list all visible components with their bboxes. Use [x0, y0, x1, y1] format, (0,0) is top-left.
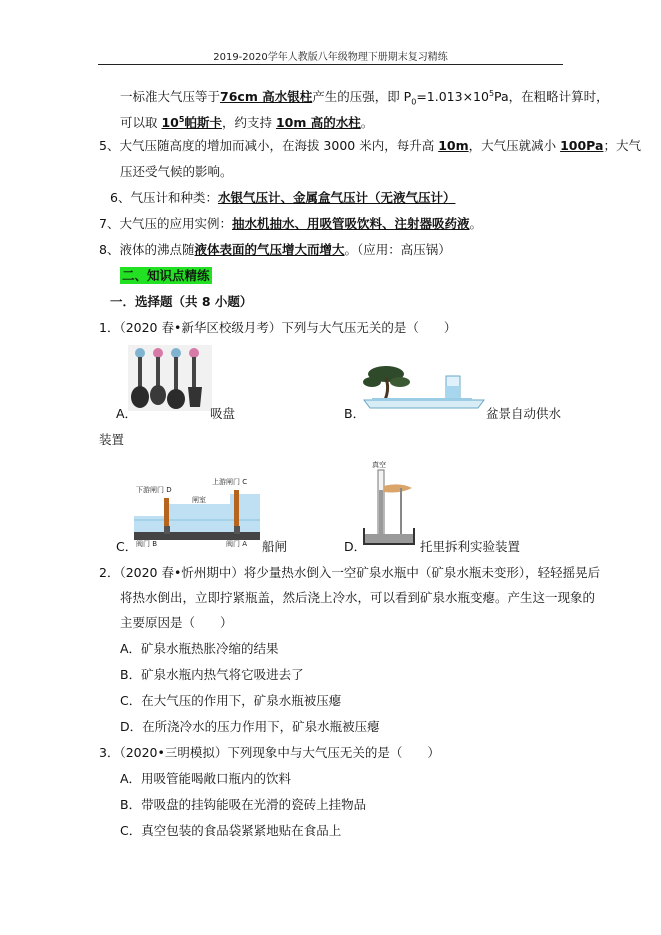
text: 。: [360, 115, 374, 131]
text: 。（应用：高压锅）: [344, 242, 451, 257]
fact-line-1: [120, 86, 609, 111]
page-header: 2019-2020学年人教版八年级物理下册期末复习精练: [98, 48, 563, 65]
ship-lock-figure: [134, 476, 260, 548]
answer-3: 10m 高的水柱: [275, 115, 361, 131]
section-label: 二、知识点精练: [122, 268, 210, 283]
text: ，约支持: [221, 115, 276, 131]
answer-7: 抽水机抽水、用吸管吸饮料、注射器吸药液: [231, 216, 470, 231]
q1-option-c-label: C．: [116, 539, 138, 554]
ladles-figure: [128, 345, 212, 411]
q1-option-d-label: D．: [344, 539, 367, 554]
fact-line-5: [110, 190, 455, 206]
fact-line-4: 压还受气候的影响。: [120, 164, 233, 179]
answer-6: 水银气压计、金属盒气压计（无液气压计）: [217, 190, 456, 205]
text: 产生的压强，即 P: [312, 89, 412, 105]
lock-label-d: 下游闸门 D: [136, 486, 172, 494]
q1-option-a-text: 吸盘: [210, 406, 236, 421]
lock-label-b: 阀门 B: [136, 540, 158, 548]
fact-line-3: [99, 138, 641, 154]
answer-5: 100Pa: [560, 138, 604, 153]
q1-option-a-label: A．: [116, 406, 138, 421]
bonsai-figure: [362, 360, 486, 414]
text: ，大气压就减小: [468, 138, 561, 153]
question-1-stem: 1．（2020 春•新华区校级月考）下列与大气压无关的是（ ）: [99, 320, 457, 335]
q3-option-c: C．真空包装的食品袋紧紧地贴在食品上: [120, 823, 342, 838]
section-title: [120, 268, 212, 284]
lock-label-c: 上游闸门 C: [212, 478, 248, 486]
torricelli-figure: [360, 458, 418, 548]
part-title: 一．选择题（共 8 小题）: [110, 294, 253, 309]
text: 5、大气压随高度的增加而减小，在海拔 3000 米内，每升高: [99, 138, 439, 153]
text: ；大气: [603, 138, 641, 153]
fact-line-6: [99, 216, 482, 232]
text: 帕斯卡: [184, 115, 222, 131]
text: Pa，在粗略计算时，: [494, 89, 609, 105]
question-3-stem: 3．（2020•三明模拟）下列现象中与大气压无关的是（ ）: [99, 745, 440, 760]
question-2-stem-line-2: 将热水倒出，立即拧紧瓶盖，然后浇上冷水，可以看到矿泉水瓶变瘪。产生这一现象的: [120, 590, 596, 605]
lock-label-room: 闸室: [192, 496, 206, 504]
question-2-stem-line-3: 主要原因是（ ）: [120, 615, 233, 630]
text: 。: [469, 216, 482, 231]
q2-option-b: B．矿泉水瓶内热气将它吸进去了: [120, 667, 304, 682]
q3-option-a: A．用吸管能喝敞口瓶内的饮料: [120, 771, 292, 786]
q2-option-a: A．矿泉水瓶热胀冷缩的结果: [120, 641, 279, 656]
q1-option-b-continued: 装置: [99, 432, 125, 447]
q1-option-c-text: 船闸: [262, 539, 288, 554]
lock-label-a: 阀门 A: [226, 540, 248, 548]
text: 6、气压计和种类：: [110, 190, 218, 205]
text: 7、大气压的应用实例：: [99, 216, 232, 231]
text: 一标准大气压等于: [120, 89, 221, 105]
superscript: 5: [488, 89, 495, 98]
text: =1.013×10: [416, 89, 489, 105]
q2-option-d: D．在所浇冷水的压力作用下，矿泉水瓶被压瘪: [120, 719, 380, 734]
q1-option-b-label: B．: [344, 406, 366, 421]
fact-line-2: [120, 112, 373, 131]
text: 10: [161, 115, 179, 131]
answer-1: 76cm 高水银柱: [220, 89, 313, 105]
q3-option-b: B．带吸盘的挂钩能吸在光滑的瓷砖上挂物品: [120, 797, 367, 812]
text: 8、液体的沸点随: [99, 242, 195, 257]
vacuum-label: 真空: [372, 461, 386, 469]
answer-8: 液体表面的气压增大而增大: [194, 242, 345, 257]
text: 可以取: [120, 115, 162, 131]
answer-4: 10m: [438, 138, 469, 153]
subscript: 0: [411, 97, 417, 107]
q1-option-b-text: 盆景自动供水: [486, 406, 562, 421]
fact-line-7: [99, 242, 451, 258]
question-2-stem-line-1: 2．（2020 春•忻州期中）将少量热水倒入一空矿泉水瓶中（矿泉水瓶未变形），轻轻摇晃后: [99, 565, 601, 580]
answer-2: [161, 115, 222, 130]
superscript: 5: [178, 115, 185, 124]
q2-option-c: C．在大气压的作用下，矿泉水瓶被压瘪: [120, 693, 342, 708]
q1-option-d-text: 托里拆利实验装置: [420, 539, 521, 554]
